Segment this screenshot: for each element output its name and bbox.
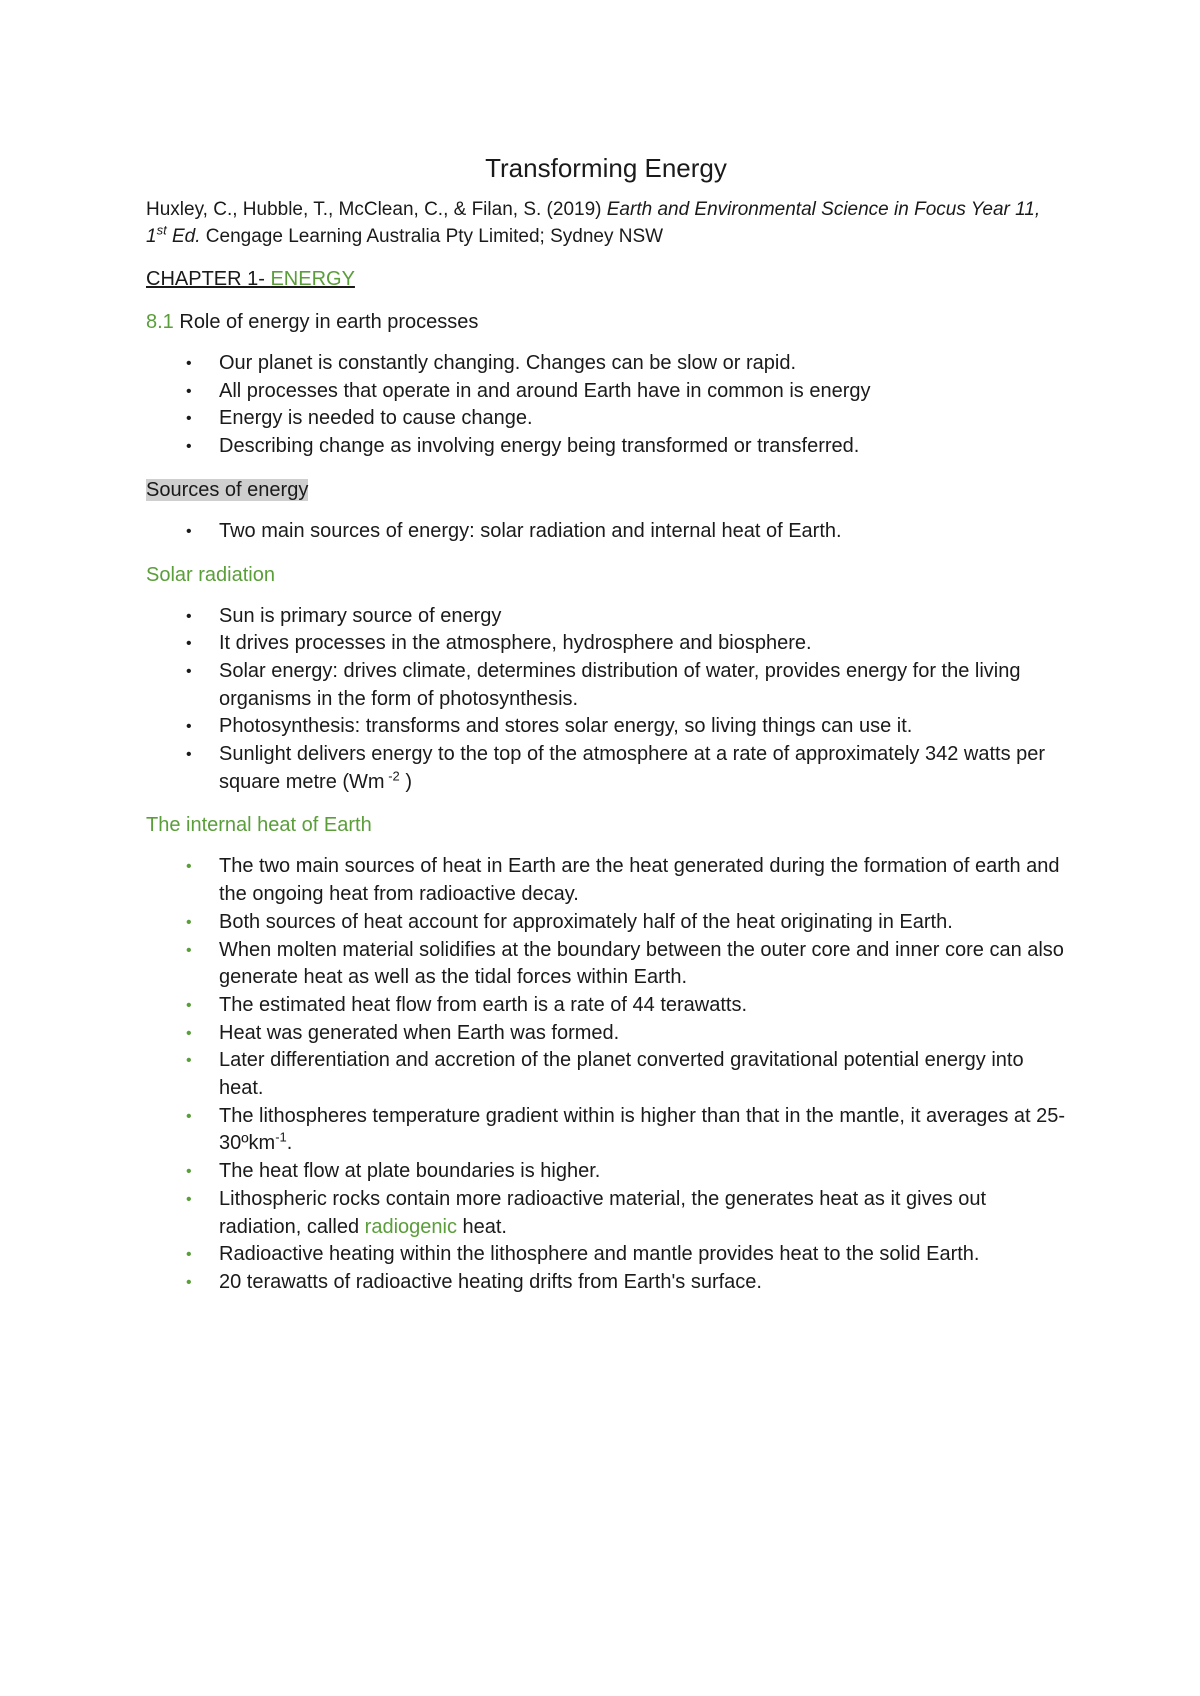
bullet-icon: • bbox=[186, 355, 192, 372]
list-item: • The heat flow at plate boundaries is higher. bbox=[146, 1158, 1066, 1186]
bullet-icon: • bbox=[186, 1107, 192, 1125]
citation-book-title: Earth and Environmental Science in Focus Year 11, 1 bbox=[146, 199, 1041, 247]
list-item: • It drives processes in the atmosphere, hydrosphere and biosphere. bbox=[146, 630, 1066, 658]
bullet-icon: • bbox=[186, 913, 192, 931]
chapter-prefix: CHAPTER 1- bbox=[146, 268, 271, 290]
intro-list bbox=[146, 350, 1066, 461]
list-item: • Sun is primary source of energy bbox=[146, 603, 1066, 631]
bullet-icon: • bbox=[186, 1052, 192, 1070]
citation bbox=[146, 196, 1066, 250]
list-item: • Later differentiation and accretion of the planet converted gravitational potential energy into heat. bbox=[186, 1049, 1024, 1100]
internal-heat-list bbox=[146, 853, 1066, 1296]
list-item: • Our planet is constantly changing. Changes can be slow or rapid. bbox=[146, 350, 1066, 378]
bullet-icon: • bbox=[186, 1246, 192, 1264]
list-item: • Energy is needed to cause change. bbox=[146, 405, 1066, 433]
bullet-icon: • bbox=[186, 941, 192, 959]
list-item: • Photosynthesis: transforms and stores solar energy, so living things can use it. bbox=[146, 713, 1066, 741]
bullet-icon: • bbox=[186, 746, 192, 764]
list-item: • The two main sources of heat in Earth are the heat generated during the formation of earth and the ongoing heat from radioactive decay. bbox=[186, 855, 1060, 906]
bullet-icon: • bbox=[186, 410, 192, 428]
list-item: • 20 terawatts of radioactive heating drifts from Earth's surface. bbox=[146, 1269, 1066, 1297]
solar-list bbox=[146, 603, 1066, 797]
citation-publisher: Cengage Learning Australia Pty Limited; Sydney NSW bbox=[200, 226, 664, 247]
bullet-icon: • bbox=[186, 635, 192, 653]
bullet-icon: • bbox=[186, 858, 192, 876]
solar-heading: Solar radiation bbox=[146, 563, 275, 586]
bullet-icon: • bbox=[186, 438, 192, 456]
citation-edition-sup: st bbox=[156, 222, 167, 238]
list-item: • All processes that operate in and around Earth have in common is energy bbox=[146, 378, 1066, 406]
list-item: • The lithospheres temperature gradient within is higher than that in the mantle, it averages at 25-30ºkm$^{-1}$. bbox=[186, 1104, 1066, 1155]
bullet-icon: • bbox=[186, 522, 192, 540]
list-item: • Two main sources of energy: solar radiation and internal heat of Earth. bbox=[146, 518, 1066, 546]
list-item: • Sunlight delivers energy to the top of the atmosphere at a rate of approximately 342 watts per square metre (Wm $^{-2}$ ) bbox=[186, 743, 1046, 793]
chapter-name: ENERGY bbox=[270, 268, 355, 290]
list-item: • Solar energy: drives climate, determines distribution of water, provides energy for the living organisms in the form of photosynthesis. bbox=[186, 659, 1021, 710]
bullet-icon: • bbox=[186, 1273, 192, 1291]
sources-heading: Sources of energy bbox=[146, 478, 309, 501]
chapter-heading bbox=[146, 265, 1066, 293]
citation-edition: Ed. bbox=[166, 226, 201, 247]
list-item: • Lithospheric rocks contain more radioactive material, the generates heat as it gives out radiation, called radiogenic heat. bbox=[186, 1187, 987, 1238]
radiogenic-term: radiogenic bbox=[364, 1215, 457, 1238]
list-item: • Both sources of heat account for approximately half of the heat originating in Earth. bbox=[146, 909, 1066, 937]
bullet-icon: • bbox=[186, 1163, 192, 1181]
bullet-icon: • bbox=[186, 1024, 192, 1042]
bullet-icon: • bbox=[186, 662, 192, 680]
page-title: Transforming Energy bbox=[485, 153, 727, 183]
bullet-icon: • bbox=[186, 718, 192, 736]
internal-heat-heading: The internal heat of Earth bbox=[146, 814, 372, 837]
sources-list bbox=[146, 518, 1066, 546]
bullet-icon: • bbox=[186, 996, 192, 1014]
list-item: • Radioactive heating within the lithosphere and mantle provides heat to the solid Earth. bbox=[146, 1241, 1066, 1269]
document-body bbox=[146, 140, 1066, 1297]
bullet-icon: • bbox=[186, 382, 192, 400]
section-heading bbox=[146, 308, 1066, 336]
bullet-icon: • bbox=[186, 1190, 192, 1208]
section-number: 8.1 bbox=[146, 311, 174, 333]
bullet-icon: • bbox=[186, 607, 192, 625]
list-item: • Heat was generated when Earth was formed. bbox=[146, 1020, 1066, 1048]
list-item: • When molten material solidifies at the boundary between the outer core and inner core can also generate heat as well as the tidal forces within Earth. bbox=[186, 938, 1064, 989]
list-item: • Describing change as involving energy being transformed or transferred. bbox=[146, 433, 1066, 461]
citation-authors: Huxley, C., Hubble, T., McClean, C., & Filan, S. (2019) bbox=[146, 199, 607, 220]
list-item: • The estimated heat flow from earth is a rate of 44 terawatts. bbox=[146, 992, 1066, 1020]
section-title: Role of energy in earth processes bbox=[173, 311, 479, 333]
